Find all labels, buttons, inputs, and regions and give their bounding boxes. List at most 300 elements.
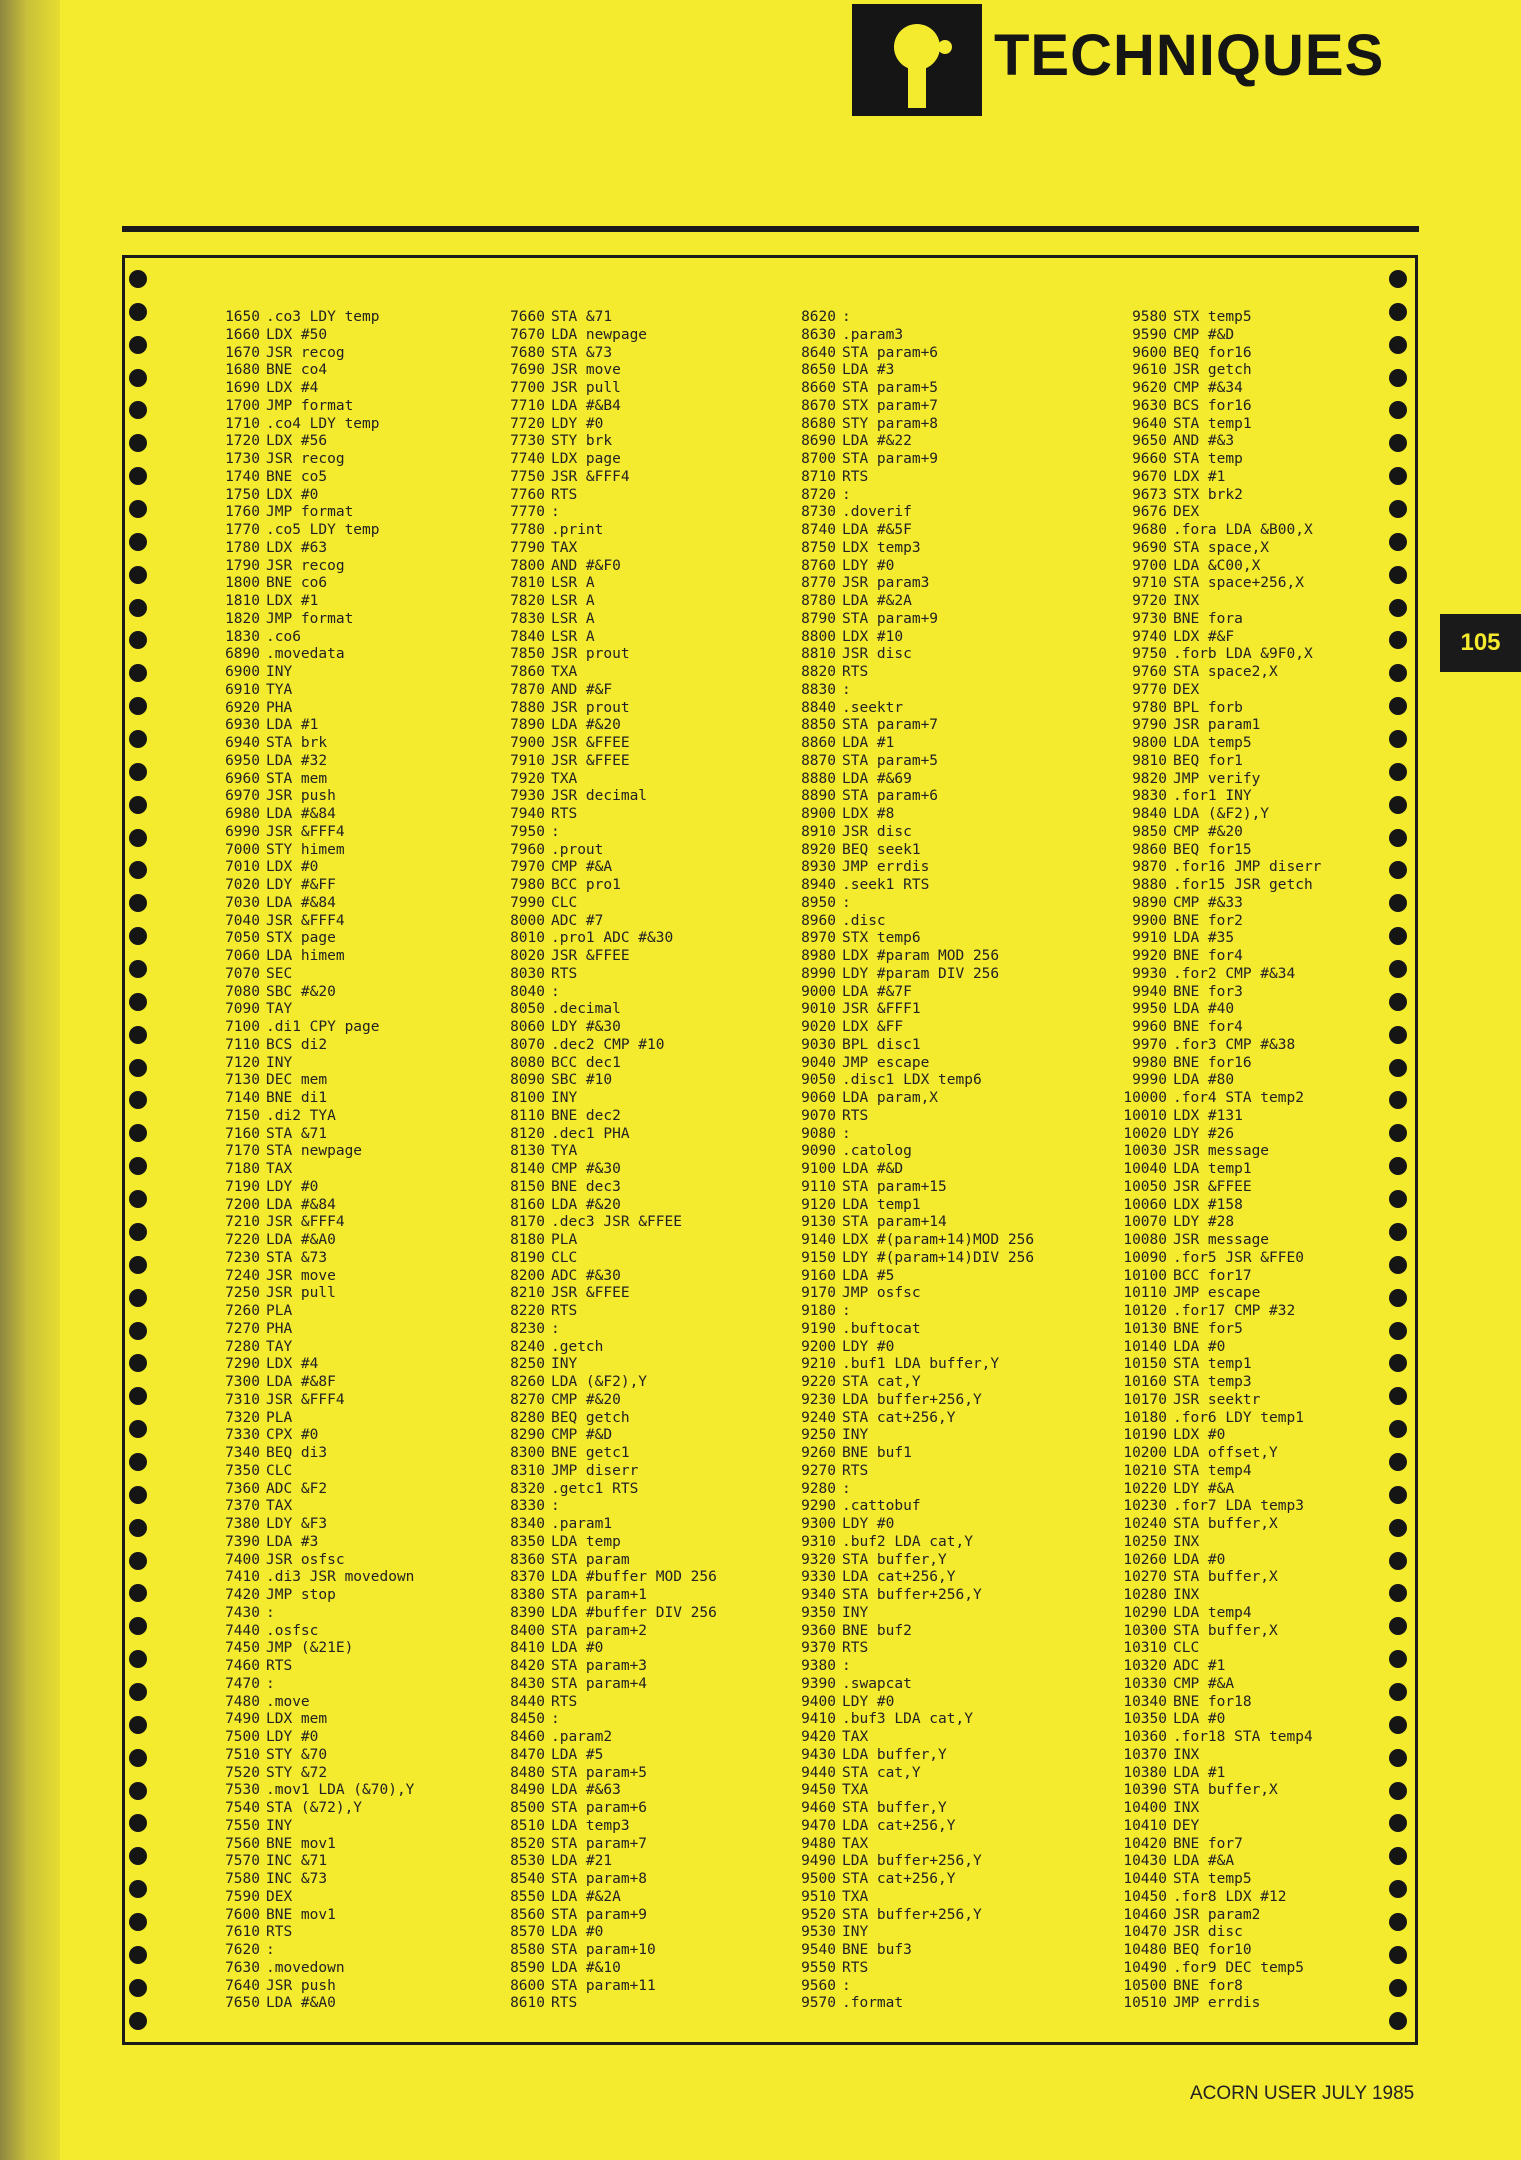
code-line — [487, 629, 717, 647]
statement: STA space,X — [1173, 539, 1270, 556]
line-number: 9050 — [801, 1072, 836, 1089]
line-number: 7860 — [510, 664, 545, 680]
code-line — [202, 735, 414, 753]
line-number: 9110 — [801, 1178, 836, 1195]
sprocket-hole — [129, 401, 147, 419]
line-number: 10170 — [1123, 1391, 1167, 1408]
statement: DEC mem — [266, 1072, 328, 1089]
line-number: 9540 — [801, 1942, 836, 1958]
line-number: 10000 — [1123, 1090, 1167, 1106]
code-line — [202, 1197, 414, 1215]
code-line — [1115, 1001, 1321, 1019]
statement: BNE fora — [1173, 610, 1243, 627]
statement: STA buffer,X — [1173, 1516, 1278, 1532]
statement: JSR push — [266, 788, 336, 805]
statement: STA param+6 — [551, 1800, 648, 1816]
statement: JSR recog — [266, 451, 345, 467]
line-number: 1830 — [225, 628, 260, 645]
code-line — [778, 345, 1034, 363]
line-number: 1740 — [225, 468, 260, 485]
line-number: 7250 — [225, 1285, 260, 1302]
code-line — [487, 504, 717, 522]
line-number: 1710 — [225, 415, 260, 432]
statement: LDA #1 — [842, 735, 895, 751]
code-line — [778, 806, 1034, 824]
statement: BCS di2 — [266, 1036, 328, 1053]
statement: .buf2 LDA cat,Y — [842, 1533, 973, 1550]
line-number: 7290 — [225, 1356, 260, 1373]
statement: JSR &FFEE — [551, 752, 630, 769]
statement: INY — [842, 1924, 869, 1941]
sprocket-hole — [129, 500, 147, 518]
code-line — [1115, 984, 1321, 1002]
code-line — [202, 309, 414, 327]
code-line — [202, 1427, 414, 1445]
code-line — [1115, 1268, 1321, 1286]
line-number: 10310 — [1123, 1640, 1167, 1657]
line-number: 8900 — [801, 806, 836, 822]
code-line — [487, 1587, 717, 1605]
line-number: 7570 — [225, 1853, 260, 1870]
code-line — [487, 771, 717, 789]
line-number: 8830 — [801, 681, 836, 698]
code-line — [778, 646, 1034, 664]
line-number: 7480 — [225, 1693, 260, 1710]
line-number: 9280 — [801, 1480, 836, 1497]
line-number: 9790 — [1132, 717, 1167, 734]
statement: LDA #3 — [266, 1533, 319, 1550]
code-line — [202, 504, 414, 522]
statement: JMP verify — [1173, 770, 1261, 787]
line-number: 7260 — [225, 1303, 260, 1319]
statement: : — [842, 1125, 851, 1142]
statement: RTS — [551, 806, 578, 822]
line-number: 10410 — [1123, 1817, 1167, 1834]
statement: .co6 — [266, 628, 301, 645]
statement: LDA buffer,Y — [842, 1746, 947, 1763]
code-line — [487, 1623, 717, 1641]
statement: JMP diserr — [551, 1462, 639, 1479]
line-number: 8810 — [801, 646, 836, 663]
sprocket-hole — [129, 1453, 147, 1471]
sprocket-hole — [1389, 763, 1407, 781]
code-line — [202, 1019, 414, 1037]
statement: CMP #&34 — [1173, 380, 1243, 396]
statement: BNE mov1 — [266, 1906, 336, 1923]
code-line — [778, 1587, 1034, 1605]
line-number: 7600 — [225, 1906, 260, 1923]
code-line — [1115, 1445, 1321, 1463]
code-line — [487, 1889, 717, 1907]
sprocket-hole — [1389, 1486, 1407, 1504]
statement: LDX #0 — [1173, 1427, 1226, 1444]
statement: STA param+6 — [842, 344, 939, 361]
code-line — [487, 1143, 717, 1161]
code-line — [778, 788, 1034, 806]
line-number: 6920 — [225, 699, 260, 716]
line-number: 10070 — [1123, 1214, 1167, 1231]
line-number: 8660 — [801, 380, 836, 396]
statement: STA param+5 — [842, 752, 939, 769]
line-number: 7890 — [510, 717, 545, 734]
code-line — [202, 664, 414, 682]
line-number: 10200 — [1123, 1445, 1167, 1461]
statement: LDY #&FF — [266, 877, 336, 893]
line-number: 9673 — [1132, 486, 1167, 503]
code-line — [1115, 646, 1321, 664]
line-number: 8680 — [801, 415, 836, 432]
statement: LDA #buffer DIV 256 — [551, 1604, 717, 1621]
statement: CMP #&A — [1173, 1675, 1235, 1692]
statement: RTS — [842, 1959, 869, 1976]
line-number: 9460 — [801, 1800, 836, 1816]
line-number: 8470 — [510, 1746, 545, 1763]
line-number: 10010 — [1123, 1107, 1167, 1124]
code-line — [778, 966, 1034, 984]
code-line — [487, 984, 717, 1002]
code-line — [487, 824, 717, 842]
statement: JMP format — [266, 397, 354, 414]
line-number: 8450 — [510, 1711, 545, 1728]
code-line — [778, 948, 1034, 966]
sprocket-hole — [1389, 960, 1407, 978]
line-number: 9360 — [801, 1622, 836, 1639]
code-line — [487, 1339, 717, 1357]
code-line — [778, 1889, 1034, 1907]
code-line — [487, 1534, 717, 1552]
line-number: 8000 — [510, 912, 545, 929]
statement: LSR A — [551, 610, 595, 627]
code-line — [778, 575, 1034, 593]
line-number: 6950 — [225, 752, 260, 769]
code-line — [1115, 682, 1321, 700]
code-line — [1115, 327, 1321, 345]
code-line — [778, 1214, 1034, 1232]
code-line — [202, 1072, 414, 1090]
line-number: 8490 — [510, 1782, 545, 1799]
line-number: 10280 — [1123, 1587, 1167, 1603]
line-number: 7660 — [510, 309, 545, 325]
code-line — [202, 913, 414, 931]
statement: .dec3 JSR &FFEE — [551, 1214, 682, 1231]
statement: STX param+7 — [842, 397, 939, 414]
line-number: 8070 — [510, 1036, 545, 1053]
code-line — [202, 1108, 414, 1126]
line-number: 9840 — [1132, 806, 1167, 822]
code-line — [487, 1978, 717, 1996]
statement: .movedown — [266, 1959, 345, 1976]
sprocket-hole — [129, 1059, 147, 1077]
code-line — [487, 1108, 717, 1126]
code-line — [487, 1410, 717, 1428]
code-line — [778, 735, 1034, 753]
statement: ADC &F2 — [266, 1480, 328, 1497]
code-line — [487, 1214, 717, 1232]
code-line — [1115, 753, 1321, 771]
code-line — [1115, 1889, 1321, 1907]
line-number: 7370 — [225, 1498, 260, 1515]
statement: STA space2,X — [1173, 664, 1278, 680]
code-line — [778, 1179, 1034, 1197]
statement: .for3 CMP #&38 — [1173, 1036, 1296, 1053]
code-line — [487, 1782, 717, 1800]
code-line — [487, 1676, 717, 1694]
statement: TAY — [266, 1001, 293, 1018]
statement: STA mem — [266, 770, 328, 787]
code-line — [202, 1481, 414, 1499]
code-line — [1115, 1978, 1321, 1996]
statement: BNE di1 — [266, 1090, 328, 1106]
line-number: 8050 — [510, 1001, 545, 1018]
code-line — [1115, 877, 1321, 895]
line-number: 9010 — [801, 1001, 836, 1018]
statement: STA param+7 — [842, 717, 939, 734]
sprocket-hole — [129, 1026, 147, 1044]
line-number: 10090 — [1123, 1249, 1167, 1266]
line-number: 9090 — [801, 1143, 836, 1160]
code-line — [1115, 1463, 1321, 1481]
code-line — [202, 1747, 414, 1765]
line-number: 9000 — [801, 983, 836, 1000]
statement: JSR message — [1173, 1143, 1270, 1160]
code-line — [202, 682, 414, 700]
sprocket-hole — [1389, 1880, 1407, 1898]
sprocket-hole — [129, 1354, 147, 1372]
code-line — [487, 1942, 717, 1960]
line-number: 9140 — [801, 1232, 836, 1248]
code-line — [778, 1445, 1034, 1463]
code-line — [778, 1427, 1034, 1445]
line-number: 9250 — [801, 1427, 836, 1444]
statement: .co3 LDY temp — [266, 309, 380, 325]
line-number: 9170 — [801, 1285, 836, 1302]
statement: LDA #&10 — [551, 1959, 621, 1976]
sprocket-hole — [129, 1814, 147, 1832]
code-line — [1115, 1339, 1321, 1357]
line-number: 9290 — [801, 1498, 836, 1515]
statement: LDA #1 — [1173, 1764, 1226, 1781]
line-number: 7130 — [225, 1072, 260, 1089]
line-number: 7320 — [225, 1409, 260, 1426]
statement: TAX — [842, 1729, 869, 1745]
statement: JMP stop — [266, 1587, 336, 1603]
line-number: 8820 — [801, 664, 836, 680]
statement: .dec2 CMP #10 — [551, 1036, 665, 1053]
statement: STY &72 — [266, 1764, 328, 1781]
statement: STA temp1 — [1173, 1356, 1252, 1373]
line-number: 10350 — [1123, 1711, 1167, 1728]
line-number: 7170 — [225, 1143, 260, 1160]
statement: JMP escape — [1173, 1285, 1261, 1302]
line-number: 9730 — [1132, 610, 1167, 627]
statement: LDA #buffer MOD 256 — [551, 1569, 717, 1586]
code-line — [487, 593, 717, 611]
statement: CMP #&20 — [551, 1391, 621, 1408]
line-number: 8850 — [801, 717, 836, 734]
line-number: 1680 — [225, 362, 260, 379]
statement: DEX — [1173, 504, 1200, 521]
sprocket-hole — [1389, 1059, 1407, 1077]
statement: BNE mov1 — [266, 1835, 336, 1852]
line-number: 9180 — [801, 1303, 836, 1319]
statement: .param2 — [551, 1729, 613, 1745]
statement: LDX #56 — [266, 433, 328, 450]
code-line — [778, 1836, 1034, 1854]
line-number: 7810 — [510, 575, 545, 592]
statement: .for7 LDA temp3 — [1173, 1498, 1304, 1515]
statement: RTS — [842, 468, 869, 485]
line-number: 1800 — [225, 575, 260, 592]
sprocket-hole — [1389, 434, 1407, 452]
code-line — [1115, 1410, 1321, 1428]
code-line — [778, 487, 1034, 505]
code-line — [778, 1108, 1034, 1126]
line-number: 8740 — [801, 522, 836, 538]
line-number: 8750 — [801, 539, 836, 556]
line-number: 8770 — [801, 575, 836, 592]
statement: JSR seektr — [1173, 1391, 1261, 1408]
code-line — [202, 1179, 414, 1197]
code-line — [1115, 1179, 1321, 1197]
code-line — [487, 558, 717, 576]
statement: JSR push — [266, 1977, 336, 1994]
statement: STX page — [266, 930, 336, 947]
code-line — [487, 433, 717, 451]
statement: .move — [266, 1693, 310, 1710]
statement: INX — [1173, 593, 1200, 609]
line-number: 8510 — [510, 1817, 545, 1834]
statement: BEQ for1 — [1173, 752, 1243, 769]
line-number: 8010 — [510, 930, 545, 947]
line-number: 10190 — [1123, 1427, 1167, 1444]
code-line — [487, 895, 717, 913]
line-number: 8100 — [510, 1090, 545, 1106]
line-number: 8250 — [510, 1356, 545, 1373]
line-number: 8720 — [801, 486, 836, 503]
statement: ADC #1 — [1173, 1658, 1226, 1674]
line-number: 9770 — [1132, 681, 1167, 698]
statement: LDA #1 — [266, 717, 319, 734]
statement: BEQ getch — [551, 1409, 630, 1426]
line-number: 8780 — [801, 593, 836, 609]
code-line — [1115, 1427, 1321, 1445]
sprocket-hole — [1389, 1683, 1407, 1701]
listing-column-3 — [778, 309, 1034, 2013]
code-line — [487, 522, 717, 540]
statement: SBC #&20 — [266, 983, 336, 1000]
code-line — [1115, 1995, 1321, 2013]
line-number: 9040 — [801, 1054, 836, 1071]
statement: LDX #0 — [266, 859, 319, 876]
sprocket-hole — [1389, 1814, 1407, 1832]
statement: PHA — [266, 1320, 293, 1337]
line-number: 9070 — [801, 1107, 836, 1124]
statement: INX — [1173, 1800, 1200, 1816]
code-line — [1115, 735, 1321, 753]
code-line — [778, 1694, 1034, 1712]
sprocket-hole — [1389, 270, 1407, 288]
code-line — [487, 1268, 717, 1286]
line-number: 10330 — [1123, 1675, 1167, 1692]
code-line — [1115, 1587, 1321, 1605]
statement: LDA #&20 — [551, 1196, 621, 1213]
code-line — [778, 309, 1034, 327]
line-number: 10270 — [1123, 1569, 1167, 1586]
code-line — [487, 682, 717, 700]
code-line — [202, 1960, 414, 1978]
line-number: 7970 — [510, 859, 545, 876]
line-number: 9510 — [801, 1888, 836, 1905]
code-line — [778, 416, 1034, 434]
line-number: 9570 — [801, 1995, 836, 2012]
statement: STA buffer,Y — [842, 1800, 947, 1816]
statement: STA cat,Y — [842, 1764, 921, 1781]
line-number: 9310 — [801, 1533, 836, 1550]
statement: JMP errdis — [842, 859, 930, 876]
line-number: 9720 — [1132, 593, 1167, 609]
line-number: 7430 — [225, 1604, 260, 1621]
statement: JSR disc — [1173, 1924, 1243, 1941]
statement: BNE for3 — [1173, 983, 1243, 1000]
statement: LDA buffer+256,Y — [842, 1853, 982, 1870]
code-line — [778, 1711, 1034, 1729]
sprocket-hole — [1389, 1091, 1407, 1109]
statement: JSR &FFF1 — [842, 1001, 921, 1018]
statement: .getch — [551, 1338, 604, 1355]
statement: BNE co5 — [266, 468, 328, 485]
code-line — [487, 1072, 717, 1090]
code-line — [202, 717, 414, 735]
code-line — [778, 1552, 1034, 1570]
sprocket-hole — [129, 1913, 147, 1931]
line-number: 8160 — [510, 1196, 545, 1213]
line-number: 10040 — [1123, 1161, 1167, 1177]
statement: .swapcat — [842, 1675, 912, 1692]
statement: BCC dec1 — [551, 1054, 621, 1071]
code-line — [487, 469, 717, 487]
line-number: 10100 — [1123, 1267, 1167, 1284]
logo-stem — [908, 58, 926, 108]
statement: LDX page — [551, 451, 621, 467]
code-line — [202, 593, 414, 611]
code-line — [778, 327, 1034, 345]
code-line — [487, 646, 717, 664]
line-number: 9410 — [801, 1711, 836, 1728]
statement: STA param+9 — [842, 610, 939, 627]
statement: INY — [842, 1604, 869, 1621]
line-number: 9830 — [1132, 788, 1167, 805]
line-number: 9390 — [801, 1675, 836, 1692]
statement: BNE buf3 — [842, 1942, 912, 1958]
line-number: 7550 — [225, 1817, 260, 1834]
code-line — [1115, 1214, 1321, 1232]
line-number: 8970 — [801, 930, 836, 947]
line-number: 8230 — [510, 1320, 545, 1337]
sprocket-hole — [1389, 697, 1407, 715]
statement: BEQ for10 — [1173, 1942, 1252, 1958]
statement: LDX #158 — [1173, 1196, 1243, 1213]
line-number: 7220 — [225, 1232, 260, 1248]
statement: BEQ for15 — [1173, 841, 1252, 858]
statement: : — [842, 1480, 851, 1497]
code-line — [202, 1339, 414, 1357]
line-number: 9890 — [1132, 894, 1167, 911]
line-number: 10180 — [1123, 1409, 1167, 1426]
line-number: 7760 — [510, 486, 545, 503]
statement: .doverif — [842, 504, 912, 521]
code-line — [778, 398, 1034, 416]
header-rule — [122, 226, 1419, 232]
